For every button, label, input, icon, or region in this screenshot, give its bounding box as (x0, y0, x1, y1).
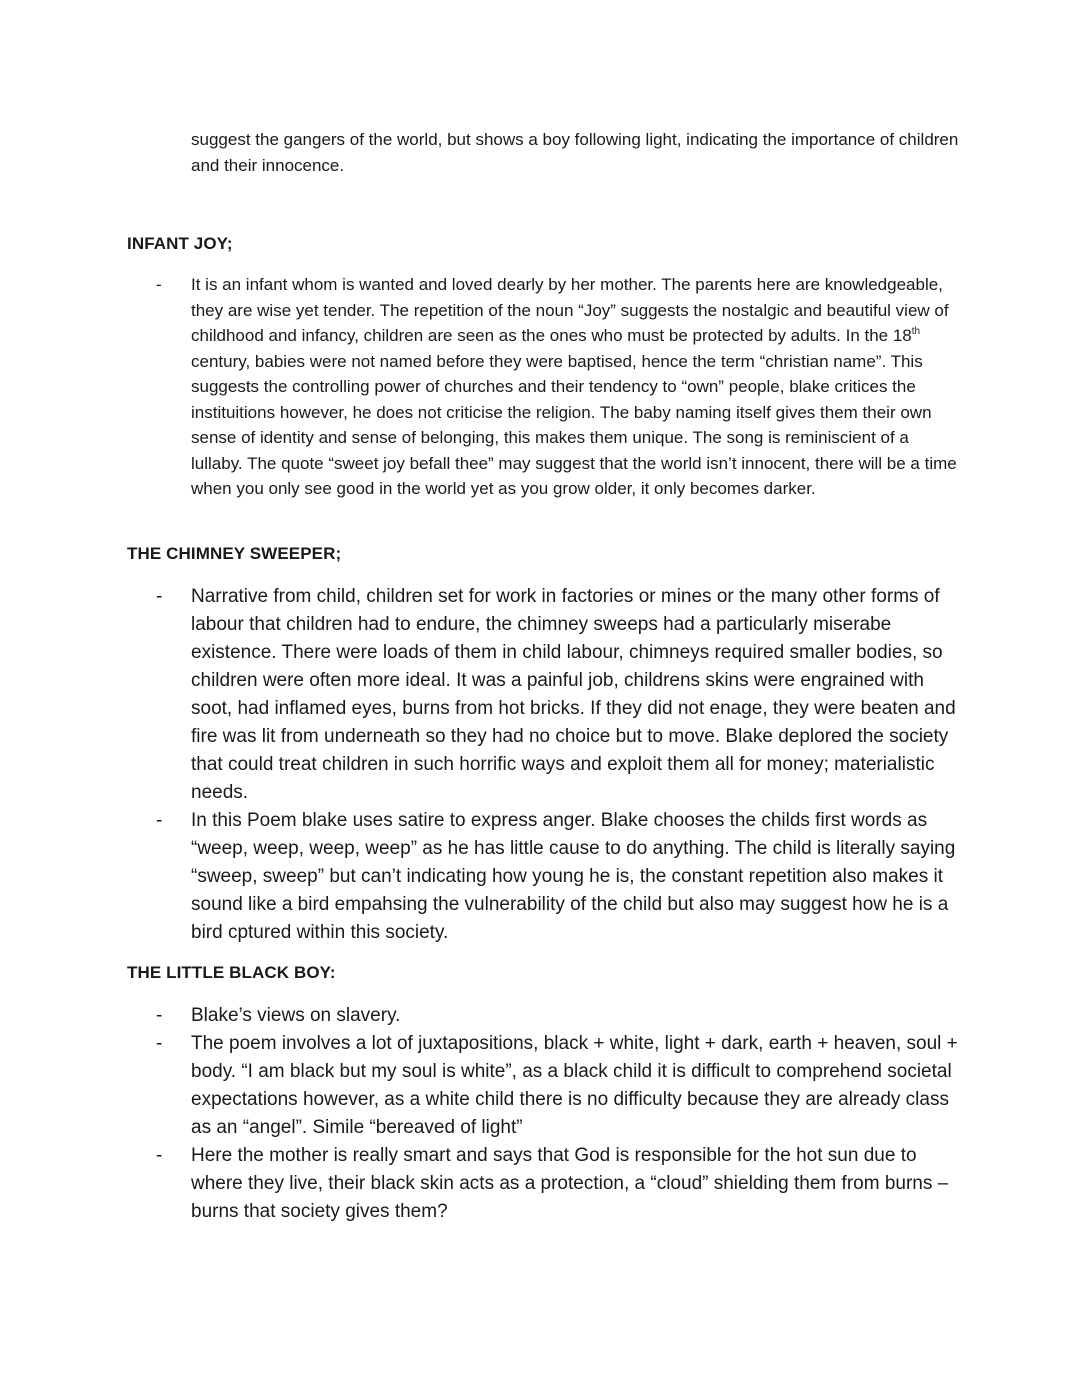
list-item (156, 1142, 963, 1226)
paragraph-text: It is an infant whom is wanted and loved dearly by her mother. The parents here are knowledgeable, they are wise yet tender. The repetition of the noun “Joy” suggests the nostalgic and beautiful view of childhood and infancy, children are seen as the ones who must be protected by adults. In the 18th century, babies were not named before they were baptised, hence the term “christian name”. This suggests the controlling power of churches and their tendency to “own” people, blake critices the instituitions however, he does not criticise the religion. The baby naming itself gives them their own sense of identity and sense of belonging, this makes them unique. The song is reminiscient of a lullaby. The quote “sweet joy befall thee” may suggest that the world isn’t innocent, there will be a time when you only see good in the world yet as you grow older, it only becomes darker. (191, 275, 957, 498)
bullet-dash: - (156, 275, 162, 294)
paragraph-text: Blake’s views on slavery. (191, 1005, 401, 1026)
bullet-dash: - (156, 1005, 163, 1026)
bullet-dash: - (156, 586, 163, 607)
heading-little-black-boy: THE LITTLE BLACK BOY: (127, 963, 336, 982)
bullet-dash: - (156, 1033, 163, 1054)
list-item (156, 1030, 963, 1142)
list-item (156, 272, 963, 502)
heading-infant-joy: INFANT JOY; (127, 234, 233, 253)
paragraph-text: Here the mother is really smart and says that God is responsible for the hot sun due to where they live, their black skin acts as a protection, a “cloud” shielding them from burns – burns that society gives them? (191, 1145, 949, 1222)
list-item (156, 583, 963, 807)
bullet-dash: - (156, 810, 163, 831)
list-item (156, 807, 963, 947)
intro-paragraph: suggest the gangers of the world, but shows a boy following light, indicating the importance of children and their innocence. (191, 130, 959, 175)
paragraph-text: The poem involves a lot of juxtapositions, black + white, light + dark, earth + heaven, soul + body. “I am black but my soul is white”, as a black child it is difficult to comprehend societal expectations however, as a white child there is no difficulty because they are already class as an “angel”. Simile “bereaved of light” (191, 1033, 958, 1138)
paragraph-text: In this Poem blake uses satire to express anger. Blake chooses the childs first words as “weep, weep, weep, weep” as he has little cause to do anything. The child is literally saying “sweep, sweep” but can’t indicating how young he is, the constant repetition also makes it sound like a bird empahsing the vulnerability of the child but also may suggest how he is a bird cptured within this society. (191, 810, 956, 943)
list-item (156, 1002, 963, 1030)
heading-chimney-sweeper: THE CHIMNEY SWEEPER; (127, 544, 342, 563)
bullet-dash: - (156, 1145, 163, 1166)
paragraph-text: Narrative from child, children set for work in factories or mines or the many other forms of labour that children had to endure, the chimney sweeps had a particularly miserabe existence. There were loads of them in child labour, chimneys required smaller bodies, so children were often more ideal. It was a painful job, childrens skins were engrained with soot, had inflamed eyes, burns from hot bricks. If they did not enage, they were beaten and fire was lit from underneath so they had no choice but to move. Blake deplored the society that could treat children in such horrific ways and exploit them all for money; materialistic needs. (191, 586, 956, 803)
